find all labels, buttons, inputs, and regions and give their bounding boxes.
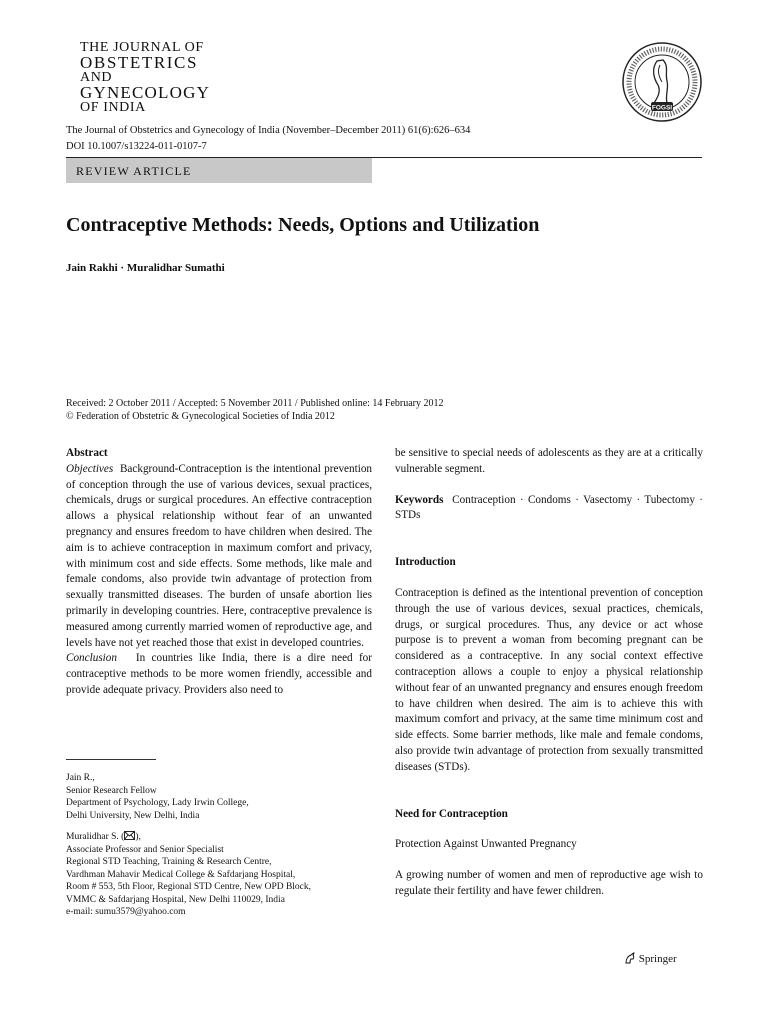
- abstract-objectives: [66, 462, 372, 652]
- author2-name: Muralidhar S. (: [66, 832, 125, 842]
- right-column: [395, 446, 703, 900]
- seal-badge-text: FOGSI: [651, 104, 673, 112]
- abstract-heading: Abstract: [66, 447, 108, 459]
- author2-name-end: ),: [135, 832, 141, 842]
- envelope-icon: [124, 831, 135, 840]
- journal-logo-line: OF INDIA: [80, 100, 146, 115]
- need-heading: Need for Contraception: [395, 807, 508, 820]
- keywords: [395, 493, 703, 525]
- abstract-continued: be sensitive to special needs of adolescents as they are at a critically vulnerable segment.: [395, 447, 703, 475]
- objectives-text: Background-Contraception is the intentional prevention of conception through the use of various devices, sexual practices, chemicals, drugs or surgical procedures. An effective contraception allows a physical relationship without fear of an unwanted pregnancy and ensures freedom to have children when desired. The aim is to achieve contraception in maximum comfort and privacy, with minimum cost and side effects. Some methods, like male and female condoms, also provide twin advantage of protection from sexually transmitted diseases. The burden of unsafe abortion lies primarily in developing countries. Here, contraceptive prevalence is measured among currently married women of reproductive age, and levels have not yet reached those that exist in developed countries.: [66, 462, 373, 649]
- left-column: [66, 446, 372, 699]
- copyright-line: © Federation of Obstetric & Gynecological Societies of India 2012: [66, 411, 335, 422]
- need-text: A growing number of women and men of reproductive age wish to regulate their fertility and have fewer children.: [395, 869, 703, 897]
- conclusion-label: Conclusion: [66, 652, 117, 665]
- authors: Jain Rakhi · Muralidhar Sumathi: [66, 262, 225, 274]
- journal-logo-line: GYNECOLOGY: [80, 83, 211, 102]
- affiliations: [66, 772, 311, 919]
- springer-horse-icon: [624, 952, 636, 964]
- journal-logo: [80, 40, 210, 115]
- affiliation-line: Vardhman Mahavir Medical College & Safdarjang Hospital,: [66, 869, 296, 880]
- need-subheading: Protection Against Unwanted Pregnancy: [395, 838, 577, 851]
- introduction-text: Contraception is defined as the intentional prevention of conception through the use of various devices, sexual practices, chemicals, drugs, or surgical procedures. Thus, any device or act whose purpose is to prevent a woman from becoming pregnant can be considered as a contraceptive. In any social context effective contraception allows a couple to enjoy a physical relationship without fear of an unwanted pregnancy and ensures enough freedom to have children when desired. The aim is to achieve this with maximum comfort and privacy, at the same time minimum cost and side effects. Some barrier methods, like male and female condoms, also provide twin advantage of protection from sexually transmitted diseases (STDs).: [395, 586, 703, 773]
- keywords-text: Contraception · Condoms · Vasectomy · Tubectomy · STDs: [395, 493, 703, 522]
- affiliation-line: Senior Research Fellow: [66, 785, 157, 796]
- doi: DOI 10.1007/s13224-011-0107-7: [66, 141, 207, 152]
- footnote-rule: [66, 759, 156, 760]
- journal-logo-line: THE JOURNAL OF: [80, 40, 204, 55]
- keywords-label: Keywords: [395, 493, 444, 506]
- affiliation-line: VMMC & Safdarjang Hospital, New Delhi 110029, India: [66, 894, 285, 905]
- affiliation-line: Delhi University, New Delhi, India: [66, 810, 200, 821]
- society-seal-icon: [621, 41, 703, 123]
- corresponding-author: [66, 831, 311, 844]
- objectives-label: Objectives: [66, 462, 114, 475]
- journal-logo-line: OBSTETRICS: [80, 53, 199, 72]
- affiliation-line: Room # 553, 5th Floor, Regional STD Centre, New OPD Block,: [66, 882, 312, 892]
- article-type-label: REVIEW ARTICLE: [76, 164, 192, 178]
- conclusion-text: In countries like India, there is a dire need for contraceptive methods to be more women friendly, accessible and provide adequate privacy. Providers also need to: [66, 652, 372, 696]
- introduction-heading: Introduction: [395, 556, 456, 569]
- received-dates: [66, 397, 444, 423]
- affiliation-line: Regional STD Teaching, Training & Research Centre,: [66, 857, 272, 867]
- article-title: Contraceptive Methods: Needs, Options and Utilization: [66, 214, 540, 236]
- abstract-conclusion: [66, 651, 372, 698]
- affiliation-line: Jain R.,: [66, 773, 95, 783]
- affiliation-line: Department of Psychology, Lady Irwin College,: [66, 798, 249, 808]
- affiliation-line: Associate Professor and Senior Specialist: [66, 844, 224, 855]
- citation: [66, 123, 470, 155]
- received-line: Received: 2 October 2011 / Accepted: 5 November 2011 / Published online: 14 February 2012: [66, 398, 444, 409]
- citation-line: The Journal of Obstetrics and Gynecology of India (November–December 2011) 61(6):626–634: [66, 125, 471, 136]
- email: e-mail: sumu3579@yahoo.com: [66, 907, 186, 917]
- publisher-name: Springer: [638, 953, 677, 965]
- journal-logo-line: AND: [80, 70, 113, 85]
- publisher-logo: [624, 952, 677, 965]
